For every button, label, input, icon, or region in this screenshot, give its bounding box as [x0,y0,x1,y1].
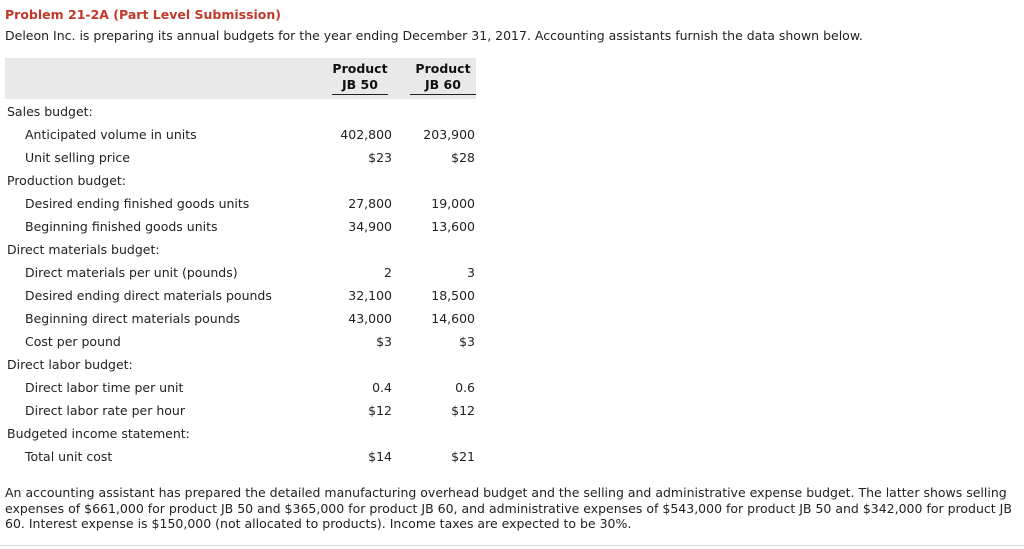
row-label: Direct labor time per unit [25,380,184,395]
section-sales-budget [0,100,500,123]
table-row [0,284,500,307]
row-label: Beginning direct materials pounds [25,311,241,326]
value-jb50: 0.4 [372,380,392,395]
row-label: Anticipated volume in units [25,127,197,142]
row-label: Desired ending direct materials pounds [25,288,272,303]
row-label: Desired ending finished goods units [25,196,250,211]
value-jb50: 2 [384,265,392,280]
bottom-divider [0,545,1024,546]
value-jb50: $12 [368,403,392,418]
column-header-jb60-line2: JB 60 [410,77,476,95]
value-jb50: $3 [376,334,392,349]
section-direct-materials-budget [0,238,500,261]
value-jb60: $12 [451,403,475,418]
table-row [0,146,500,169]
value-jb50: $14 [368,449,392,464]
section-budgeted-income-statement [0,422,500,445]
row-label: Direct labor rate per hour [25,403,185,418]
value-jb50: 27,800 [348,196,392,211]
column-header-jb60 [408,61,478,95]
value-jb50: 402,800 [340,127,392,142]
value-jb60: 18,500 [431,288,475,303]
problem-intro: Deleon Inc. is preparing its annual budgets for the year ending December 31, 2017. Accounting assistants furnish the data shown below. [5,28,863,43]
value-jb50: 32,100 [348,288,392,303]
value-jb50: 43,000 [348,311,392,326]
table-row [0,261,500,284]
column-header-jb50-line1: Product [332,61,388,76]
row-label: Direct materials per unit (pounds) [25,265,238,280]
row-label: Unit selling price [25,150,130,165]
table-row [0,307,500,330]
value-jb60: 203,900 [423,127,475,142]
row-label: Direct labor budget: [7,357,133,372]
table-header [5,58,476,99]
table-row [0,445,500,468]
value-jb60: 19,000 [431,196,475,211]
table-row [0,192,500,215]
value-jb50: 34,900 [348,219,392,234]
row-label: Cost per pound [25,334,121,349]
column-header-jb50 [325,61,395,95]
value-jb60: 13,600 [431,219,475,234]
section-direct-labor-budget [0,353,500,376]
row-label: Beginning finished goods units [25,219,218,234]
table-row [0,123,500,146]
row-label: Budgeted income statement: [7,426,190,441]
row-label: Sales budget: [7,104,93,119]
value-jb60: 14,600 [431,311,475,326]
row-label: Direct materials budget: [7,242,160,257]
value-jb50: $23 [368,150,392,165]
problem-title: Problem 21-2A (Part Level Submission) [5,7,282,22]
table-row [0,215,500,238]
value-jb60: $28 [451,150,475,165]
problem-closing-paragraph: An accounting assistant has prepared the detailed manufacturing overhead budget and the selling and administrative expense budget. The latter shows selling expenses of $661,000 for product JB 50 and $365,000 for product JB 60, and administrative expenses of $543,000 for product JB 50 and $342,000 for product JB 60. Interest expense is $150,000 (not allocated to products). Income taxes are expected to be 30%. [5,485,1012,531]
column-header-jb50-line2: JB 50 [332,77,388,95]
table-row [0,399,500,422]
value-jb60: $3 [459,334,475,349]
value-jb60: 0.6 [455,380,475,395]
section-production-budget [0,169,500,192]
value-jb60: 3 [467,265,475,280]
table-row [0,376,500,399]
column-header-jb60-line1: Product [415,61,471,76]
row-label: Total unit cost [25,449,113,464]
row-label: Production budget: [7,173,127,188]
value-jb60: $21 [451,449,475,464]
table-row [0,330,500,353]
